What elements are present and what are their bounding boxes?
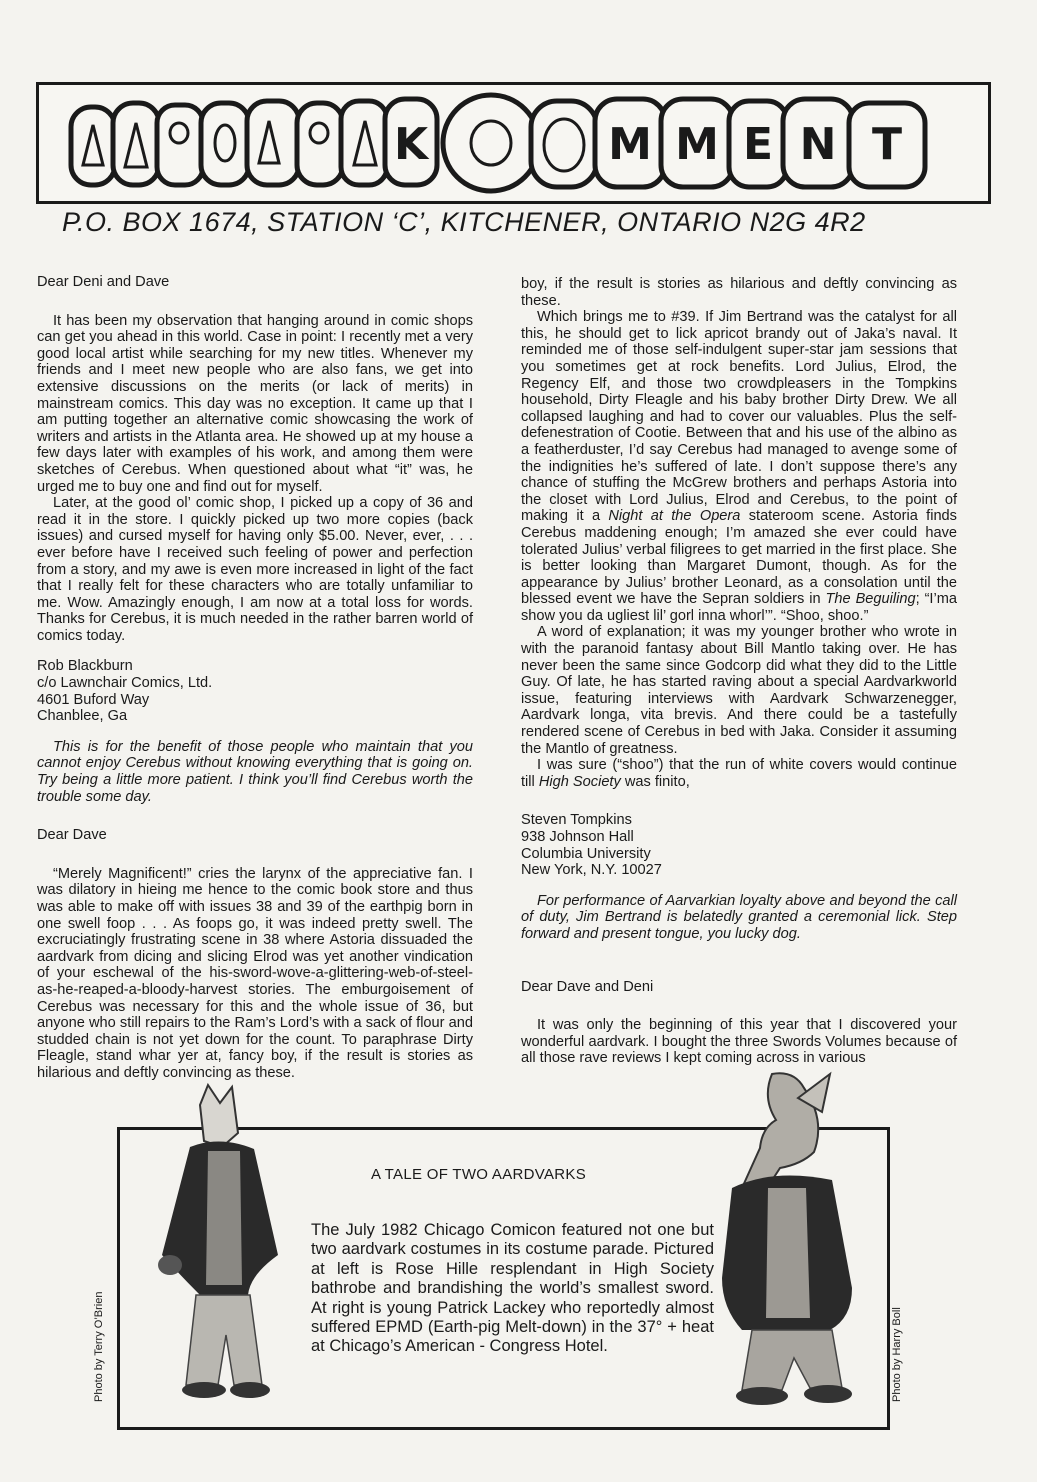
- svg-text:K: K: [393, 119, 429, 170]
- signature-line: 938 Johnson Hall: [521, 829, 634, 845]
- photo-box-caption: The July 1982 Chicago Comicon featured not one but two aardvark costumes in its costume parade. Pictured at left is Rose Hille resplendant in High Society bathrobe and brandishing the world’s smallest sword. At right is young Patrick Lackey who reportedly almost suffered EPMD (Earth-pig Melt-down) in the 37° + heat at Chicago’s American - Congress Hotel.: [311, 1221, 714, 1356]
- photo-box-title: A TALE OF TWO AARDVARKS: [371, 1166, 587, 1183]
- photo-credit-left: Photo by Terry O’Brien: [93, 1291, 105, 1402]
- letter2-signature: [521, 812, 957, 878]
- letter2-salutation: Dear Dave: [37, 827, 107, 844]
- letter3-salutation: Dear Dave and Deni: [521, 978, 654, 995]
- letter2-paragraph: A word of explanation; it was my younger brother who wrote in with the paranoid fantasy about Bill Mantlo taking over. He has never been the same since Godcorp did what they did to the Little Guy. Of late, he has started raving about a special Aardvarkworld issue, featuring interviews with Aardvark Schwarzenegger, Aardvark longa, vita brevis. And there could be a tastefully rendered scene of Cerebus in bed with Jaka. Consider it assuming the Mantlo of greatness.: [521, 624, 957, 757]
- letter1-salutation: Dear Deni and Dave: [37, 274, 170, 290]
- aardvark-costume-photo-left: [150, 1085, 300, 1410]
- right-column: [521, 276, 957, 1067]
- svg-text:M: M: [608, 119, 652, 170]
- editor-reply: This is for the benefit of those people who maintain that you cannot enjoy Cerebus without knowing everything that is going on. Try being a little more patient. I think you’ll find Cerebus worth the trouble some day.: [37, 738, 473, 805]
- svg-text:N: N: [799, 119, 837, 170]
- aardvark-costume-photo-right: [702, 1068, 882, 1413]
- signature-line: Rob Blackburn: [37, 658, 133, 675]
- svg-text:E: E: [742, 119, 774, 170]
- letter1-paragraph: Later, at the good ol’ comic shop, I picked up a copy of 36 and read it in the store. I quickly picked up two more copies (back issues) and cursed myself for having only $5.00. Never, ever, . . . ever before have I received such feeling of power and perfection from a story, and my awe is even more increased in light of the fact that I really felt for these characters who are totally unfamiliar to me. Wow. Amazingly enough, I am now at a total loss for words. Thanks for Cerebus, it is much needed in the rather barren world of comics today.: [37, 495, 473, 644]
- aardvark-comment-logo: [39, 85, 988, 201]
- svg-text:T: T: [871, 119, 903, 170]
- mailing-address: P.O. BOX 1674, STATION ‘C’, KITCHENER, ONTARIO N2G 4R2: [62, 207, 866, 237]
- signature-line: c/o Lawnchair Comics, Ltd.: [37, 675, 213, 692]
- signature-line: Chanblee, Ga: [37, 708, 128, 725]
- letter3-paragraph: It was only the beginning of this year that I discovered your wonderful aardvark. I bought the three Swords Volumes because of all those rave reviews I kept coming across in various: [521, 1017, 957, 1067]
- editor-reply: For performance of Aarvarkian loyalty above and beyond the call of duty, Jim Bertrand is belatedly granted a ceremonial lick. Step forward and present tongue, you lucky dog.: [521, 892, 957, 942]
- letter2-paragraph: Which brings me to #39. If Jim Bertrand was the catalyst for all this, he should get to lick apricot brandy out of Jaka’s naval. It reminded me of those self-indulgent super-star jam sessions that you sometimes get at rock benefits. Lord Julius, Elrod, the Regency Elf, and those two crowdpleasers in the Tompkins household, Dirty Fleagle and his baby brother Dirty Drew. We all collapsed laughing and had to cover our valuables. Plus the self-defenestration of Cootie. Between that and his use of the albino as a featherduster, I’d say Cerebus had managed to avenge some of the indignities he’s suffered of late. I don’t suppose there’s any chance of stuffing the McGrew brothers and perhaps Astoria into the closet with Lord Julius, Elrod and Cerebus, to the point of making it a Night at the Opera stateroom scene. Astoria finds Cerebus maddening enough; I’m amazed she ever could have tolerated Julius’ verbal filigrees to get married in the first place. She is better looking than Margaret Dumont, though. As for the appearance by Julius’ brother Leonard, as a consolation until the blessed event we have the Sepran soldiers in The Beguiling; “I’ma show you da ugliest lil’ gorl inna whorl’”. “Shoo, shoo.”: [521, 309, 957, 624]
- letter2-continuation: boy, if the result is stories as hilarious and deftly convincing as these.: [521, 276, 957, 309]
- letter1-signature: [37, 658, 473, 724]
- signature-line: New York, N.Y. 10027: [521, 862, 662, 879]
- letter1-paragraph: It has been my observation that hanging around in comic shops can get you ahead in this world. Case in point: I recently met a very good local artist while searching for my new titles. Whenever my friends and I meet new people who are also fans, we get into extensive discussions on the merits (or lack of merits) in mainstream comics. This day was no exception. It came up that I am putting together an alternative comic showcasing the work of writers and artists in the Atlanta area. He showed up at my house a few days later with examples of his work, and among them were sketches of Cerebus. When questioned about what “it” was, he urged me to buy one and find out for myself.: [37, 312, 473, 495]
- signature-line: Steven Tompkins: [521, 812, 632, 829]
- masthead-banner: [36, 82, 991, 204]
- signature-line: 4601 Buford Way: [37, 691, 150, 708]
- svg-text:M: M: [675, 119, 719, 170]
- letter2-paragraph: “Merely Magnificent!” cries the larynx of the appreciative fan. I was dilatory in hieing me hence to the comic book store and thus was able to make off with issues 38 and 39 of the earthpig born in one swell foop . . . As foops go, it was indeed pretty swell. The excruciatingly frustrating scene in 38 where Astoria dissuaded the aardvark from dicing and slicing Elrod was yet another vindication of your eschewal of the his-sword-wove-a-glittering-web-of-steel-as-he-reaped-a-bloody-harvest stories. The emburgoisement of Cerebus was necessary for this and the whole issue of 36, but anyone who still repairs to the Ram’s Lord’s with a sack of flour and studded chain is not yet down for the count. To paraphrase Dirty Fleagle, stand whar yer at, fancy boy, if the result is stories as hilarious and deftly convincing as these.: [37, 865, 473, 1081]
- letter2-paragraph: I was sure (“shoo”) that the run of white covers would continue till High Society was finito,: [521, 757, 957, 790]
- signature-line: Columbia University: [521, 845, 651, 862]
- left-column: [37, 274, 473, 1081]
- photo-credit-right: Photo by Harry Boll: [891, 1307, 903, 1402]
